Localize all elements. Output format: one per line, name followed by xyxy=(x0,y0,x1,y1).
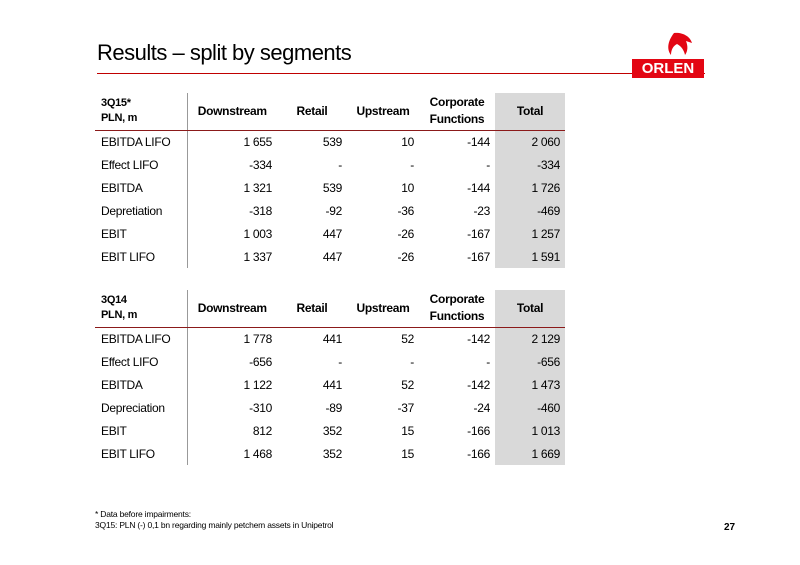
total-cell: -334 xyxy=(495,153,565,176)
table-row xyxy=(95,350,565,373)
period-label: 3Q15* xyxy=(101,97,131,110)
value-cell: -89 xyxy=(325,400,342,415)
value-cell: -26 xyxy=(397,226,414,241)
value-cell: 1 122 xyxy=(243,377,272,392)
table-header-label xyxy=(95,290,187,327)
page-number: 27 xyxy=(724,522,736,533)
row-label: Depreciation xyxy=(95,396,187,419)
value-cell: -144 xyxy=(467,134,490,149)
column-header-total: Total xyxy=(495,93,565,130)
unit-label: PLN, m xyxy=(101,112,138,125)
results-table-3q15 xyxy=(95,93,565,268)
table-row xyxy=(95,373,565,396)
row-label: Effect LIFO xyxy=(95,350,187,373)
column-header: Upstream xyxy=(347,93,419,130)
column-header: Downstream xyxy=(187,93,277,130)
table-row xyxy=(95,176,565,199)
table-row xyxy=(95,130,565,153)
total-cell: 1 013 xyxy=(495,419,565,442)
row-label: EBIT LIFO xyxy=(95,245,187,268)
value-cell: 1 337 xyxy=(243,249,272,264)
row-label: EBITDA xyxy=(95,176,187,199)
value-cell: - xyxy=(338,157,342,172)
orlen-logo xyxy=(630,30,706,80)
column-header xyxy=(419,290,495,327)
value-cell: 447 xyxy=(322,249,342,264)
value-cell: -310 xyxy=(249,400,272,415)
value-cell: -24 xyxy=(473,400,490,415)
column-header-text: Corporate Functions xyxy=(429,292,485,324)
table-row xyxy=(95,419,565,442)
value-cell: -318 xyxy=(249,203,272,218)
row-label: EBITDA LIFO xyxy=(95,327,187,350)
value-cell: 1 321 xyxy=(243,180,272,195)
value-cell: 812 xyxy=(252,423,272,438)
row-label: EBITDA LIFO xyxy=(95,130,187,153)
orlen-eagle-icon xyxy=(630,30,706,80)
value-cell: -167 xyxy=(467,249,490,264)
value-cell: 15 xyxy=(401,446,414,461)
value-cell: -92 xyxy=(325,203,342,218)
value-cell: 447 xyxy=(322,226,342,241)
results-table-3q14 xyxy=(95,290,565,465)
table-row xyxy=(95,153,565,176)
column-header-text: Corporate Functions xyxy=(429,95,485,127)
table-header-row xyxy=(95,290,565,327)
total-cell: 1 726 xyxy=(495,176,565,199)
value-cell: 1 778 xyxy=(243,331,272,346)
value-cell: 352 xyxy=(322,423,342,438)
table-row xyxy=(95,442,565,465)
value-cell: 441 xyxy=(322,331,342,346)
column-header-total: Total xyxy=(495,290,565,327)
unit-label: PLN, m xyxy=(101,309,138,322)
value-cell: -37 xyxy=(397,400,414,415)
row-label: EBIT xyxy=(95,222,187,245)
value-cell: -26 xyxy=(397,249,414,264)
value-cell: -166 xyxy=(467,446,490,461)
value-cell: 1 003 xyxy=(243,226,272,241)
total-cell: 2 060 xyxy=(495,130,565,153)
table-header-row xyxy=(95,93,565,130)
table-row xyxy=(95,222,565,245)
value-cell: -23 xyxy=(473,203,490,218)
value-cell: -167 xyxy=(467,226,490,241)
value-cell: 441 xyxy=(322,377,342,392)
value-cell: 15 xyxy=(401,423,414,438)
column-header: Downstream xyxy=(187,290,277,327)
total-cell: -460 xyxy=(495,396,565,419)
table-header-label xyxy=(95,93,187,130)
value-cell: -142 xyxy=(467,377,490,392)
total-cell: 2 129 xyxy=(495,327,565,350)
footnote xyxy=(95,509,333,531)
value-cell: 1 655 xyxy=(243,134,272,149)
column-header: Upstream xyxy=(347,290,419,327)
value-cell: 1 468 xyxy=(243,446,272,461)
value-cell: -36 xyxy=(397,203,414,218)
logo-text: ORLEN xyxy=(641,60,695,77)
total-cell: 1 669 xyxy=(495,442,565,465)
page-title: Results – split by segments xyxy=(97,40,352,65)
table-row xyxy=(95,199,565,222)
value-cell: - xyxy=(410,157,414,172)
value-cell: -334 xyxy=(249,157,272,172)
row-label: EBIT LIFO xyxy=(95,442,187,465)
title-divider xyxy=(97,73,705,74)
value-cell: - xyxy=(486,157,490,172)
value-cell: 10 xyxy=(401,134,414,149)
table-row xyxy=(95,245,565,268)
total-cell: -469 xyxy=(495,199,565,222)
total-cell: 1 473 xyxy=(495,373,565,396)
value-cell: - xyxy=(410,354,414,369)
footnote-line: * Data before impairments: xyxy=(95,509,191,519)
value-cell: 539 xyxy=(322,180,342,195)
footnote-line: 3Q15: PLN (-) 0,1 bn regarding mainly petchem assets in Unipetrol xyxy=(95,520,334,530)
table-row xyxy=(95,327,565,350)
row-label: EBITDA xyxy=(95,373,187,396)
value-cell: -166 xyxy=(467,423,490,438)
value-cell: -142 xyxy=(467,331,490,346)
value-cell: - xyxy=(486,354,490,369)
period-label: 3Q14 xyxy=(101,294,127,307)
value-cell: 10 xyxy=(401,180,414,195)
row-label: Effect LIFO xyxy=(95,153,187,176)
value-cell: 539 xyxy=(322,134,342,149)
table-row xyxy=(95,396,565,419)
column-header: Retail xyxy=(277,290,347,327)
total-cell: 1 591 xyxy=(495,245,565,268)
total-cell: 1 257 xyxy=(495,222,565,245)
column-header: Retail xyxy=(277,93,347,130)
row-label: EBIT xyxy=(95,419,187,442)
total-cell: -656 xyxy=(495,350,565,373)
value-cell: 352 xyxy=(322,446,342,461)
value-cell: -144 xyxy=(467,180,490,195)
value-cell: - xyxy=(338,354,342,369)
column-header xyxy=(419,93,495,130)
value-cell: -656 xyxy=(249,354,272,369)
value-cell: 52 xyxy=(401,331,414,346)
value-cell: 52 xyxy=(401,377,414,392)
row-label: Depretiation xyxy=(95,199,187,222)
